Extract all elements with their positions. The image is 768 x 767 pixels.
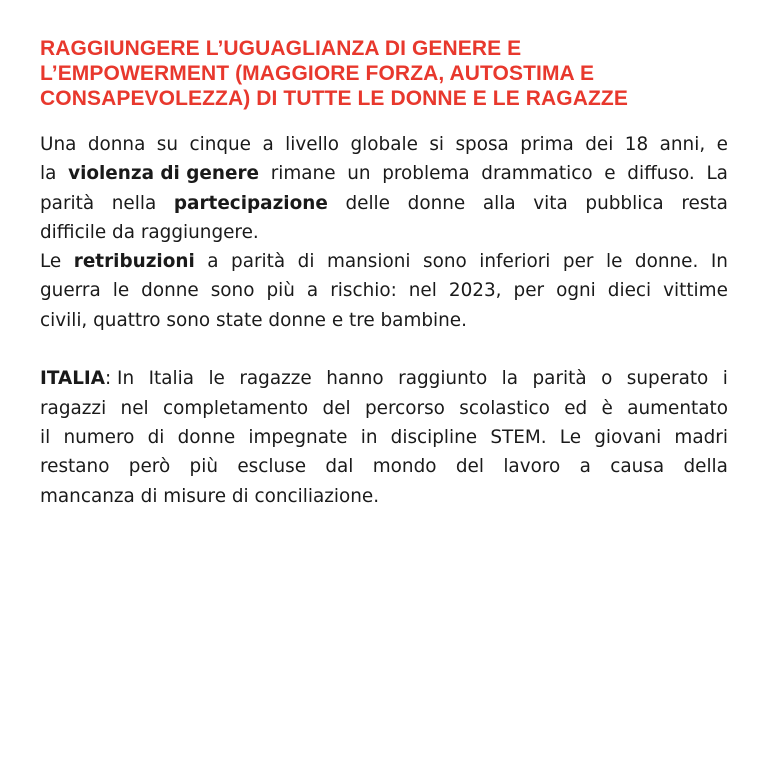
text-line (40, 364, 728, 393)
word: livello (285, 134, 340, 155)
text-line (40, 159, 728, 188)
word: e (604, 163, 616, 185)
word: del (322, 397, 351, 419)
word: madri (674, 426, 728, 448)
word: su (156, 134, 179, 155)
word: drammatico (481, 163, 593, 185)
word: pubblica (585, 192, 664, 214)
text-line (40, 130, 728, 159)
word: globale (350, 134, 418, 155)
paragraph-gap (40, 335, 728, 364)
emphasis-retribuzioni: retribuzioni (73, 251, 195, 273)
word: donne (177, 426, 236, 448)
word: completamento (162, 397, 309, 419)
word: donne. (634, 251, 699, 273)
word: impegnate (248, 426, 348, 448)
word: le (605, 251, 623, 273)
content (40, 36, 728, 511)
word: : In (105, 368, 135, 390)
word: e (716, 134, 728, 155)
word: restano (40, 456, 110, 478)
word: anni, (659, 134, 706, 155)
word: un (347, 163, 371, 185)
word: vittime (663, 280, 728, 302)
word: dieci (607, 280, 652, 302)
page-title (40, 36, 728, 111)
word: mansioni (326, 251, 411, 273)
text-line (40, 276, 728, 305)
word: lavoro (503, 456, 561, 478)
word: di (147, 426, 165, 448)
word: di (297, 251, 315, 273)
word: alla (482, 192, 516, 214)
word: inferiori (479, 251, 551, 273)
word: 2023, (448, 280, 502, 302)
text-line (40, 189, 728, 218)
word: nella (111, 192, 157, 214)
word: parità (532, 368, 587, 390)
word: superato (626, 368, 709, 390)
word: ragazze (239, 368, 312, 390)
word: 18 (624, 134, 649, 155)
title-line: RAGGIUNGERE L’UGUAGLIANZA DI GENERE E (40, 37, 522, 60)
word: sono (210, 280, 255, 302)
word: sono (423, 251, 467, 273)
word: a (579, 456, 591, 478)
word: sposa (455, 134, 509, 155)
word: il (40, 426, 51, 448)
word: mondo (372, 456, 437, 478)
word: giovani (594, 426, 662, 448)
word: hanno (326, 368, 384, 390)
word: prima (520, 134, 574, 155)
word: a (262, 134, 274, 155)
word: le (112, 280, 130, 302)
word: nel (120, 397, 149, 419)
word: guerra (40, 280, 101, 302)
word: si (429, 134, 445, 155)
word: cinque (189, 134, 251, 155)
word: a (306, 280, 319, 302)
word: è (601, 397, 613, 419)
text-line: mancanza di misure di conciliazione. (40, 485, 380, 507)
word: delle (345, 192, 390, 214)
word: donna (87, 134, 146, 155)
section-label-italia: ITALIA (40, 368, 105, 390)
word: raggiunto (398, 368, 488, 390)
label-group (40, 364, 134, 393)
word: in (360, 426, 378, 448)
word: del (455, 456, 484, 478)
emphasis-violenza: violenza di genere (68, 163, 260, 185)
word: Una (40, 134, 77, 155)
text-line (40, 452, 728, 481)
word: scolastico (459, 397, 550, 419)
text-line (40, 247, 728, 276)
word: ed (564, 397, 588, 419)
word: i (722, 368, 728, 390)
text-line: civili, quattro sono state donne e tre bambine. (40, 309, 467, 331)
word: La (706, 163, 728, 185)
body-text (40, 130, 728, 511)
text-line: difficile da raggiungere. (40, 221, 259, 243)
word: diffuso. (627, 163, 695, 185)
word: Le (40, 251, 62, 273)
word: la (501, 368, 519, 390)
title-line: CONSAPEVOLEZZA) DI TUTTE LE DONNE E LE RAGAZZE (40, 87, 628, 110)
word: parità (40, 192, 95, 214)
word: donne (407, 192, 466, 214)
word: però (128, 456, 171, 478)
word: della (683, 456, 728, 478)
word: escluse (237, 456, 307, 478)
word: rimane (270, 163, 336, 185)
word: per (513, 280, 545, 302)
word: numero (63, 426, 135, 448)
word: ogni (556, 280, 596, 302)
word: dal (325, 456, 354, 478)
word: rischio: (330, 280, 397, 302)
word: per (562, 251, 594, 273)
word: o (601, 368, 613, 390)
word: più (189, 456, 218, 478)
title-line: L’EMPOWERMENT (MAGGIORE FORZA, AUTOSTIMA E (40, 62, 595, 85)
word: STEM. (490, 426, 547, 448)
word: discipline (390, 426, 478, 448)
word: causa (610, 456, 665, 478)
word: percorso (365, 397, 445, 419)
word: problema (382, 163, 470, 185)
word: nel (408, 280, 437, 302)
word: aumentato (627, 397, 728, 419)
word: Italia (148, 368, 194, 390)
word: ragazzi (40, 397, 107, 419)
emphasis-partecipazione: partecipazione (173, 192, 328, 214)
word: dei (585, 134, 614, 155)
word: le (208, 368, 225, 390)
word: più (266, 280, 295, 302)
text-line (40, 394, 728, 423)
word: parità (231, 251, 286, 273)
word: In (710, 251, 728, 273)
word: a (207, 251, 219, 273)
word: vita (533, 192, 568, 214)
word: resta (681, 192, 728, 214)
word: la (40, 163, 57, 185)
word: donne (141, 280, 199, 302)
word: Le (559, 426, 582, 448)
text-line (40, 423, 728, 452)
